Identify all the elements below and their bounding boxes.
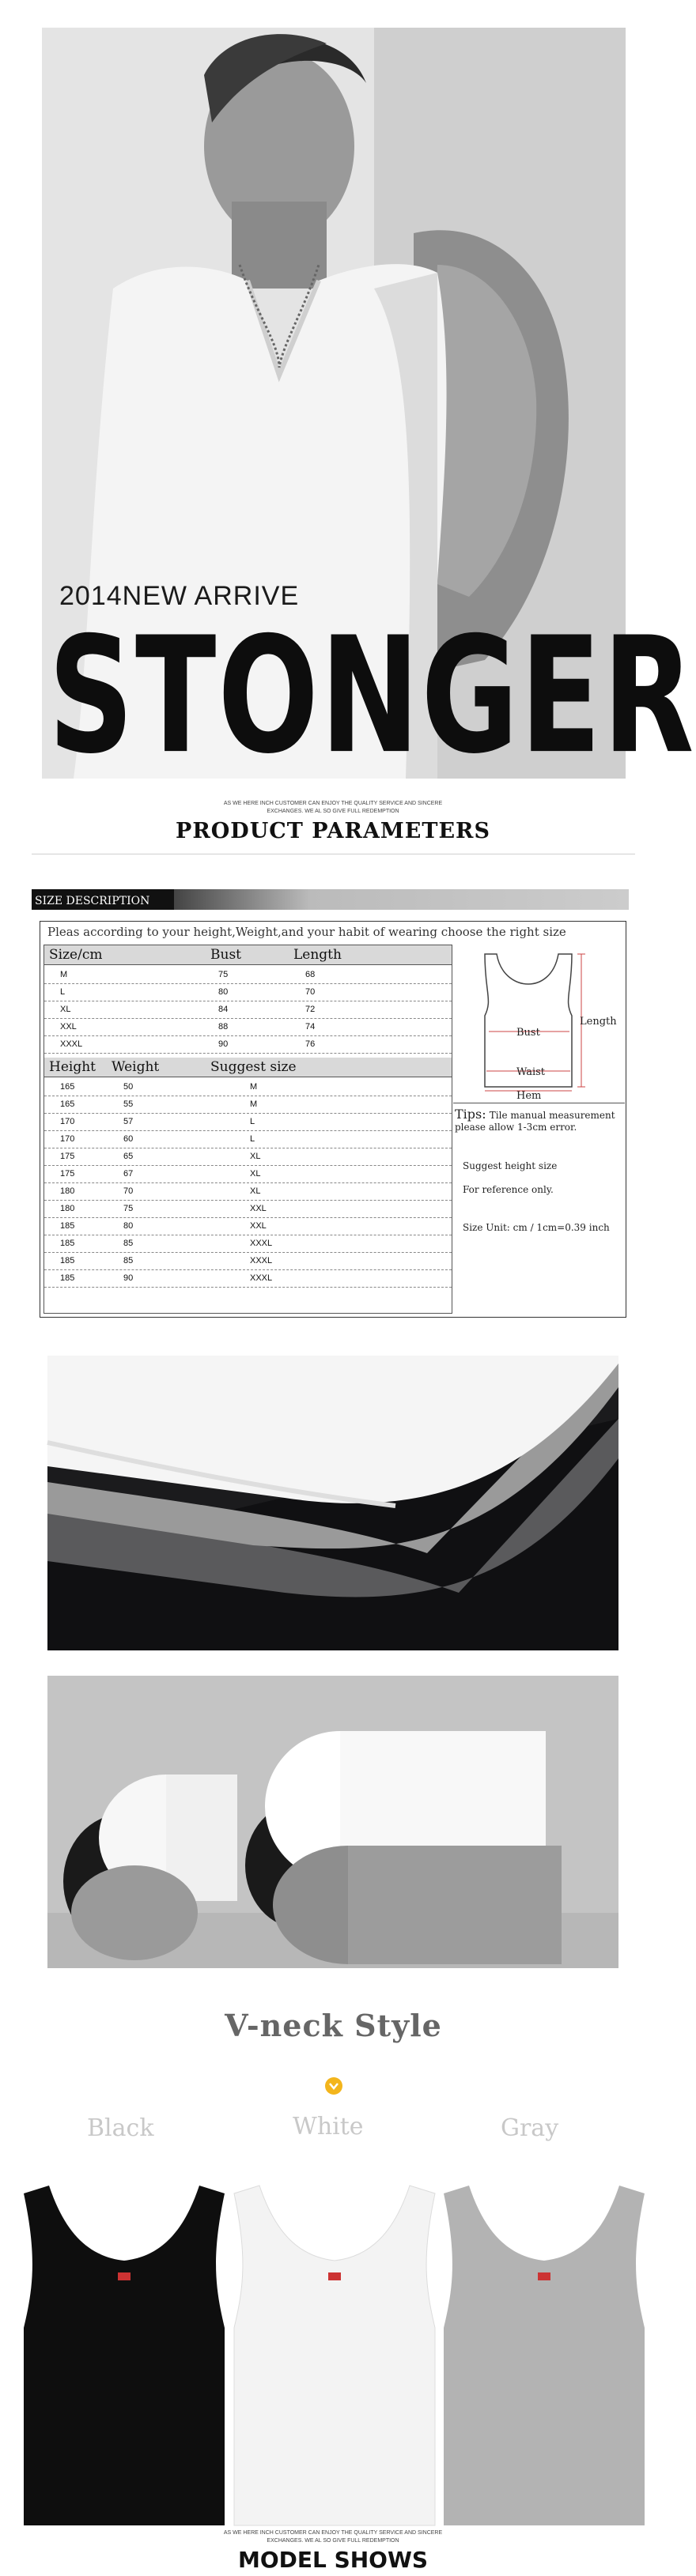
suggest-cell: 170	[60, 1134, 75, 1144]
hero-banner	[42, 28, 696, 790]
col-length: Length	[293, 947, 342, 963]
suggest-row	[44, 1165, 452, 1183]
size-cell: 72	[305, 1005, 316, 1014]
col-suggest: Suggest size	[210, 1059, 297, 1075]
suggest-cell: 80	[123, 1221, 134, 1231]
size-cell: XXXL	[60, 1039, 83, 1049]
size-cell: 70	[305, 987, 316, 997]
suggest-row	[44, 1217, 452, 1235]
suggest-cell: XXXL	[250, 1273, 273, 1283]
suggest-row	[44, 1252, 452, 1270]
suggest-cell: XL	[250, 1169, 261, 1179]
model-tagline: AS WE HERE INCH CUSTOMER CAN ENJOY THE QUALITY SERVICE AND SINCERE EXCHANGES. WE AL SO GIVE FULL REDEMPTION	[223, 2530, 443, 2544]
size-tips	[453, 1103, 625, 1317]
waist-label: Waist	[516, 1066, 546, 1078]
suggest-cell: 185	[60, 1221, 75, 1231]
size-cell: 80	[218, 987, 229, 997]
hero-subtitle: 2014NEW ARRIVE	[59, 581, 300, 611]
suggest-row	[44, 1200, 452, 1218]
size-instruction: Pleas according to your height,Weight,and your habit of wearing choose the right size	[47, 925, 566, 939]
suggest-cell: 85	[123, 1239, 134, 1248]
suggest-cell: 85	[123, 1256, 134, 1265]
suggest-cell: 65	[123, 1152, 134, 1161]
suggest-cell: M	[250, 1099, 258, 1109]
chevron-down-icon	[325, 2077, 342, 2095]
suggest-cell: 185	[60, 1273, 75, 1283]
suggest-row	[44, 1148, 452, 1166]
suggest-cell: XL	[250, 1186, 261, 1196]
size-row	[44, 966, 452, 984]
size-cell: 68	[305, 970, 316, 979]
suggest-cell: 175	[60, 1169, 75, 1179]
suggest-row	[44, 1096, 452, 1114]
params-tagline: AS WE HERE INCH CUSTOMER CAN ENJOY THE QUALITY SERVICE AND SINCERE EXCHANGES. WE AL SO GIVE FULL REDEMPTION	[223, 801, 443, 814]
size-cell: 90	[218, 1039, 229, 1049]
suggest-cell: 70	[123, 1186, 134, 1196]
suggest-row	[44, 1078, 452, 1096]
reference-text: For reference only.	[463, 1184, 554, 1195]
suggest-cell: 67	[123, 1169, 134, 1179]
tank-gray	[437, 2170, 651, 2533]
suggest-cell: XXXL	[250, 1239, 273, 1248]
suggest-cell: 185	[60, 1256, 75, 1265]
suggest-row	[44, 1130, 452, 1148]
col-weight: Weight	[112, 1059, 160, 1075]
size-bar-gradient	[174, 889, 629, 910]
size-cell: M	[60, 970, 68, 979]
size-row	[44, 1001, 452, 1019]
color-label-gray: Gray	[501, 2114, 559, 2142]
suggest-cell: XXXL	[250, 1256, 273, 1265]
suggest-cell: 60	[123, 1134, 134, 1144]
suggest-cell: 50	[123, 1082, 134, 1092]
suggest-cell: 55	[123, 1099, 134, 1109]
suggest-cell: 180	[60, 1204, 75, 1213]
unit-text: Size Unit: cm / 1cm=0.39 inch	[463, 1222, 610, 1233]
suggest-cell: 180	[60, 1186, 75, 1196]
tips-label: Tips:	[455, 1107, 486, 1122]
length-label: Length	[580, 1016, 617, 1028]
bust-label: Bust	[516, 1027, 540, 1039]
size-cell: 75	[218, 970, 229, 979]
suggest-row	[44, 1269, 452, 1288]
suggest-cell: L	[250, 1117, 255, 1126]
suggest-cell: L	[250, 1134, 255, 1144]
suggest-cell: 165	[60, 1099, 75, 1109]
tank-white	[228, 2170, 441, 2533]
tips-text: Tile manual measurement please allow 1-3cm error.	[455, 1110, 615, 1133]
size-cell: 88	[218, 1022, 229, 1032]
folded-shirts-photo	[47, 1356, 618, 1650]
suggest-cell: 90	[123, 1273, 134, 1283]
size-table	[44, 945, 452, 1314]
size-table-header	[44, 945, 452, 965]
size-cell: L	[60, 987, 66, 997]
suggest-cell: XL	[250, 1152, 261, 1161]
suggest-row	[44, 1182, 452, 1201]
size-cell: 84	[218, 1005, 229, 1014]
suggest-table-header	[44, 1058, 452, 1077]
model-title: MODEL SHOWS	[237, 2547, 429, 2573]
hero-title: STONGER	[48, 603, 696, 790]
suggest-cell: XXL	[250, 1221, 267, 1231]
suggest-cell: M	[250, 1082, 258, 1092]
size-row	[44, 1035, 452, 1054]
suggest-cell: 185	[60, 1239, 75, 1248]
suggest-cell: 170	[60, 1117, 75, 1126]
size-cell: 76	[305, 1039, 316, 1049]
suggest-cell: 75	[123, 1204, 134, 1213]
suggest-text: Suggest height size	[463, 1160, 558, 1171]
suggest-row	[44, 1235, 452, 1253]
rolled-shirts-photo	[47, 1676, 618, 1968]
col-size: Size/cm	[49, 947, 103, 963]
size-cell: XL	[60, 1005, 71, 1014]
suggest-cell: 175	[60, 1152, 75, 1161]
col-height: Height	[49, 1059, 96, 1075]
size-bar-label: SIZE DESCRIPTION	[35, 895, 150, 907]
size-row	[44, 983, 452, 1001]
suggest-cell: 165	[60, 1082, 75, 1092]
size-row	[44, 1018, 452, 1036]
hem-label: Hem	[516, 1090, 542, 1102]
color-label-white: White	[293, 2113, 364, 2140]
size-cell: XXL	[60, 1022, 77, 1032]
style-title: V-neck Style	[225, 2008, 442, 2043]
params-title: PRODUCT PARAMETERS	[176, 819, 490, 843]
tank-black	[17, 2170, 231, 2533]
size-cell: 74	[305, 1022, 316, 1032]
suggest-cell: XXL	[250, 1204, 267, 1213]
suggest-cell: 57	[123, 1117, 134, 1126]
suggest-row	[44, 1113, 452, 1131]
col-bust: Bust	[210, 947, 241, 963]
color-label-black: Black	[87, 2114, 154, 2142]
